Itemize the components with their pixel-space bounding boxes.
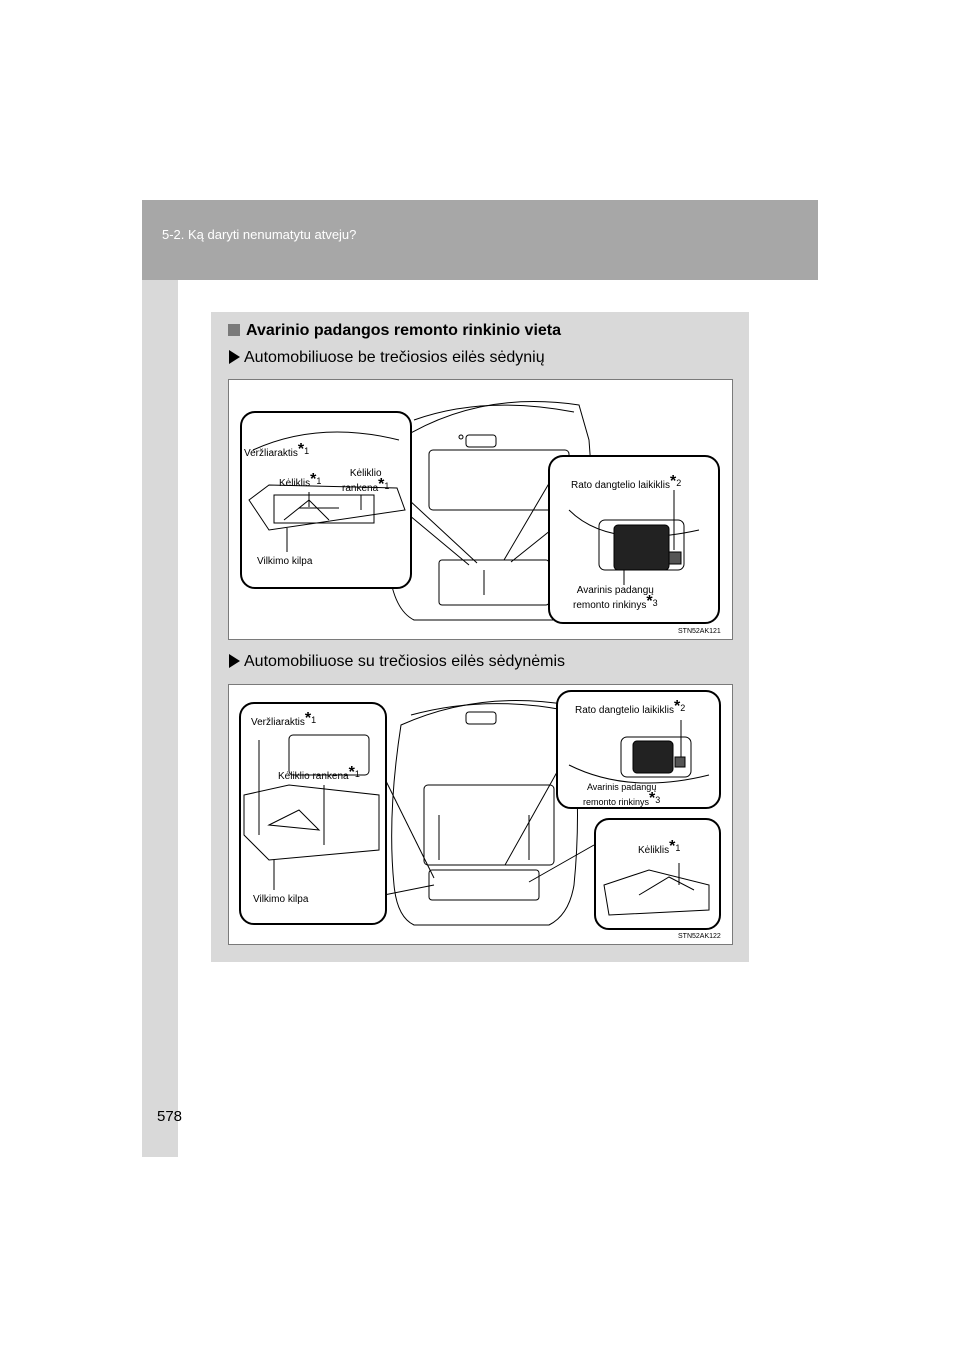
figure-code: STN52AK121 (678, 628, 721, 635)
section-title-text: Avarinio padangos remonto rinkinio vieta (246, 322, 562, 339)
label-cover-holder (575, 698, 686, 716)
note-number: 2 (680, 703, 686, 713)
label-cover-holder (571, 473, 682, 491)
figure-code: STN52AK122 (678, 933, 721, 940)
asterisk-icon: * (310, 471, 317, 488)
figure-2 (228, 684, 733, 945)
variant-heading-2-text: Automobiliuose su trečiosios eilės sėdynėmis (244, 653, 566, 670)
label-towing-eye: Vilkimo kilpa (253, 894, 309, 905)
label-jack-handle-line-1: Kėliklio (349, 468, 382, 479)
label-jack-handle (342, 468, 389, 494)
note-number: 3 (655, 795, 661, 805)
note-number: 1 (384, 481, 390, 491)
label-wrench (251, 710, 317, 728)
asterisk-icon: * (646, 593, 653, 610)
label-repair-kit-line-1: Avarinis padangų (586, 782, 657, 792)
label-cover-holder-text: Rato dangtelio laikiklis (571, 480, 670, 491)
label-cover-holder-text: Rato dangtelio laikiklis (575, 705, 674, 716)
chapter-title: 5-2. Ką daryti nenumatytu atveju? (162, 227, 357, 242)
asterisk-icon: * (669, 473, 677, 490)
triangle-bullet-icon (229, 654, 240, 668)
asterisk-icon: * (297, 441, 305, 458)
asterisk-icon: * (378, 476, 385, 493)
page-number: 578 (157, 1108, 183, 1125)
note-number: 1 (304, 446, 310, 456)
note-number: 1 (311, 715, 317, 725)
section-title (228, 322, 561, 340)
label-jack-handle-line-2: rankena (342, 483, 379, 494)
square-bullet-icon (228, 324, 240, 336)
asterisk-icon: * (673, 698, 681, 715)
note-number: 1 (675, 843, 681, 853)
label-repair-kit-line-2: remonto rinkinys (573, 600, 647, 611)
variant-heading-2 (229, 653, 565, 671)
label-jack-handle (278, 764, 360, 782)
triangle-bullet-icon (229, 350, 240, 364)
asterisk-icon: * (304, 710, 312, 727)
figure-1 (228, 379, 733, 640)
label-jack-text: Kėliklis (279, 478, 311, 489)
note-number: 1 (316, 476, 322, 486)
note-number: 1 (354, 769, 360, 779)
asterisk-icon: * (669, 838, 676, 855)
note-number: 2 (676, 478, 682, 488)
label-wrench-text: Veržliaraktis (244, 448, 298, 459)
label-wrench (244, 441, 310, 459)
label-wrench-text: Veržliaraktis (251, 717, 305, 728)
label-repair-kit-line-2: remonto rinkinys (583, 797, 650, 807)
label-jack-text: Kėliklis (638, 845, 670, 856)
label-repair-kit (573, 585, 658, 611)
label-repair-kit-line-1: Avarinis padangų (576, 585, 654, 596)
label-jack (638, 838, 681, 856)
label-repair-kit (583, 782, 660, 808)
variant-heading-1-text: Automobiliuose be trečiosios eilės sėdynių (244, 349, 545, 366)
label-jack-handle-text: Kėliklio rankena (278, 771, 349, 782)
note-number: 3 (652, 598, 658, 608)
asterisk-icon: * (348, 764, 355, 781)
asterisk-icon: * (649, 790, 656, 807)
variant-heading-1 (229, 349, 545, 367)
label-jack (279, 471, 322, 489)
label-towing-eye: Vilkimo kilpa (257, 556, 313, 567)
